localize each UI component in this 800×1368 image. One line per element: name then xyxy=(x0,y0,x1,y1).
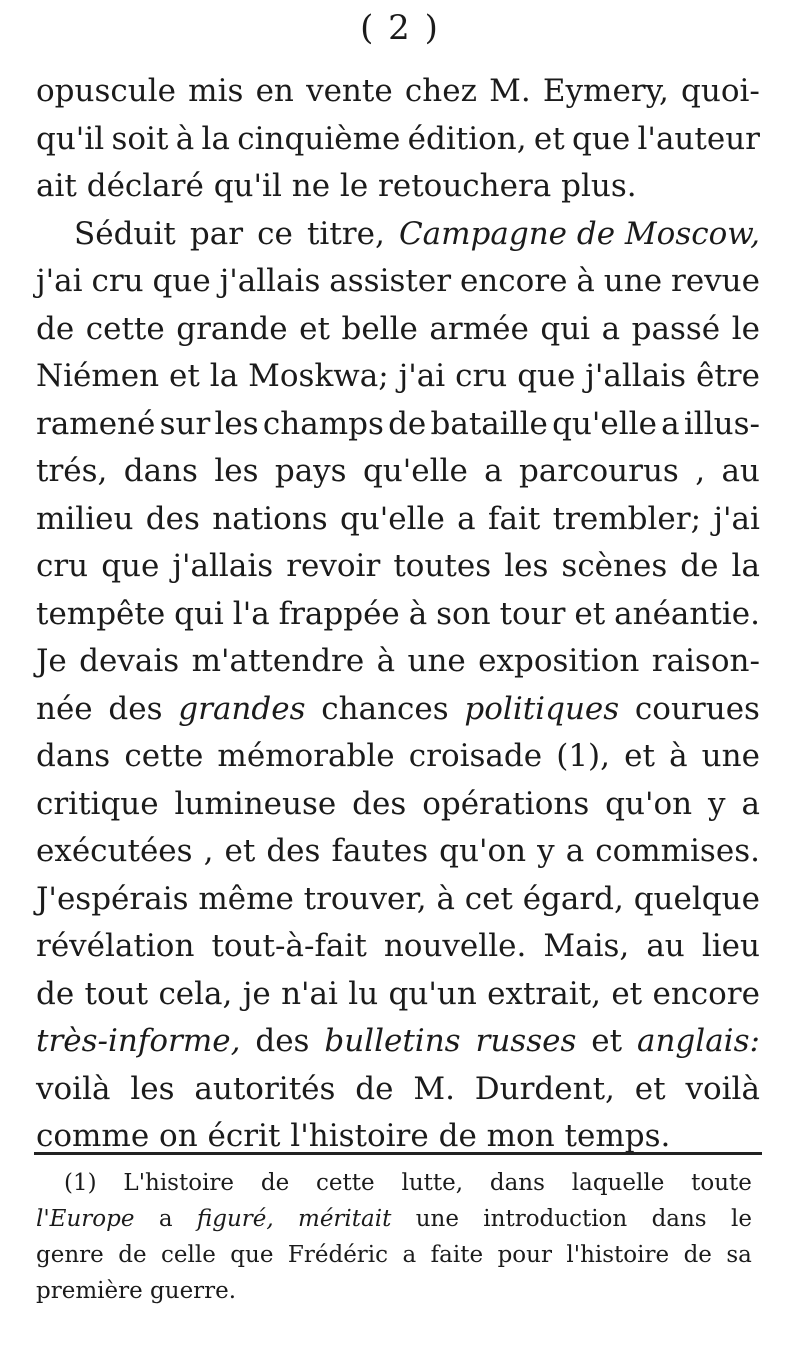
word: Mais, xyxy=(543,928,630,964)
word: les xyxy=(214,405,259,442)
word: la xyxy=(731,548,760,584)
word: lu xyxy=(348,975,379,1012)
word: de xyxy=(36,975,75,1012)
word: édition, xyxy=(407,120,527,157)
word: pays xyxy=(274,453,347,489)
word: genre xyxy=(36,1242,104,1268)
word: de xyxy=(260,1170,290,1196)
word: vente xyxy=(306,73,393,109)
word: trés, xyxy=(36,453,108,489)
word: opuscule xyxy=(36,73,176,109)
word: titre, xyxy=(306,215,385,252)
word: (1) xyxy=(64,1170,97,1196)
word: anéantie. xyxy=(614,595,760,632)
word: les xyxy=(130,1070,175,1107)
word: cela, xyxy=(158,975,233,1012)
word: (1), xyxy=(556,738,610,774)
word: née xyxy=(36,690,93,727)
text-line xyxy=(36,211,760,259)
footnote-line xyxy=(36,1237,752,1273)
word: courues xyxy=(634,690,760,727)
word: la xyxy=(201,120,230,157)
word: très-informe, xyxy=(36,1023,241,1059)
word: illus- xyxy=(683,405,760,442)
word: et xyxy=(611,975,643,1012)
word: mémorable xyxy=(217,738,395,774)
word: dans xyxy=(36,738,111,774)
word: et xyxy=(624,738,655,774)
text-line xyxy=(36,733,760,781)
word: à xyxy=(576,263,595,299)
word: une xyxy=(603,263,663,299)
word: scènes xyxy=(561,548,668,584)
word: à xyxy=(376,643,396,679)
word: Campagne de Moscow, xyxy=(398,215,760,252)
word: de xyxy=(683,1242,712,1268)
word: Je xyxy=(36,643,67,679)
footnote-block xyxy=(36,1165,752,1309)
word: bulletins xyxy=(324,1023,461,1059)
word: anglais: xyxy=(636,1023,760,1059)
word: et xyxy=(634,1070,666,1107)
word: Eymery, xyxy=(542,73,669,109)
text-line xyxy=(36,258,760,306)
footnote-line xyxy=(36,1201,752,1237)
word: pour xyxy=(497,1242,552,1268)
text-line xyxy=(36,543,760,591)
word: une xyxy=(415,1206,459,1232)
word: qu'elle xyxy=(552,405,657,442)
word: nouvelle. xyxy=(383,928,527,964)
word: des xyxy=(255,1023,310,1059)
word: exposition xyxy=(478,643,640,679)
word: exécutées xyxy=(36,833,193,869)
word: milieu xyxy=(36,500,134,537)
word: l'histoire xyxy=(290,1118,429,1154)
word: , xyxy=(203,833,214,869)
word: autorités xyxy=(194,1070,336,1107)
word: j'ai xyxy=(713,500,760,537)
word: à xyxy=(408,595,428,632)
word: voilà xyxy=(36,1070,111,1107)
text-line xyxy=(36,591,760,639)
word: tour xyxy=(499,595,566,632)
word: cru xyxy=(455,358,508,394)
word: qu'un xyxy=(388,975,477,1012)
word: introduction xyxy=(483,1206,628,1232)
word: dans xyxy=(123,453,198,489)
word: qu'on xyxy=(605,785,693,822)
word: mon xyxy=(486,1118,555,1154)
word: fautes xyxy=(331,833,429,869)
word: et xyxy=(533,120,565,157)
word: à xyxy=(175,120,195,157)
word: toute xyxy=(691,1170,752,1196)
word: a xyxy=(484,453,503,489)
word: des xyxy=(145,500,200,537)
word: fait xyxy=(487,500,541,537)
word: qu'elle xyxy=(362,453,468,489)
word: faite xyxy=(430,1242,484,1268)
word: révélation xyxy=(36,928,195,964)
word: Frédéric xyxy=(287,1242,389,1268)
word: chez xyxy=(404,73,477,109)
word: revoir xyxy=(286,548,381,584)
word: Niémen xyxy=(36,358,160,394)
word: ne xyxy=(291,168,331,204)
word: a xyxy=(601,310,621,347)
word: belle xyxy=(341,310,418,347)
word: retouchera xyxy=(378,168,552,204)
text-line xyxy=(36,448,760,496)
word: de xyxy=(118,1242,147,1268)
word: de xyxy=(355,1070,394,1107)
word: l'a xyxy=(232,595,270,632)
word: première xyxy=(36,1278,143,1304)
word: quelque xyxy=(633,880,760,917)
word: mis xyxy=(188,73,244,109)
word: et xyxy=(574,595,606,632)
word: m'attendre xyxy=(191,643,365,679)
word: critique xyxy=(36,785,159,822)
word: les xyxy=(214,453,259,489)
word: et xyxy=(591,1023,623,1059)
main-text-block xyxy=(36,68,760,1161)
text-line xyxy=(36,68,760,116)
word: tout-à-fait xyxy=(211,928,367,964)
word: des xyxy=(108,690,163,727)
word: méritait xyxy=(298,1206,392,1232)
word: même xyxy=(198,880,294,917)
word: au xyxy=(646,928,685,964)
word: son xyxy=(436,595,491,632)
text-line xyxy=(36,923,760,971)
word: qu'il xyxy=(213,168,282,204)
word: guerre. xyxy=(150,1278,237,1304)
word: je xyxy=(242,975,271,1012)
word: Durdent, xyxy=(474,1070,615,1107)
word: opérations xyxy=(422,785,590,822)
text-line xyxy=(36,638,760,686)
text-line xyxy=(36,971,760,1019)
word: cru xyxy=(36,548,89,584)
text-line xyxy=(36,828,760,876)
word: revue xyxy=(671,263,760,299)
word: qui xyxy=(174,595,224,632)
text-line xyxy=(36,401,760,449)
word: assister xyxy=(329,263,452,299)
word: lumineuse xyxy=(174,785,337,822)
text-line xyxy=(36,686,760,734)
word: toutes xyxy=(393,548,492,584)
word: croisade xyxy=(408,738,543,774)
word: des xyxy=(266,833,321,869)
text-line xyxy=(36,306,760,354)
word: sa xyxy=(726,1242,752,1268)
word: qu'elle xyxy=(339,500,445,537)
word: y xyxy=(537,833,555,869)
word: qu'on xyxy=(439,833,527,869)
word: champs xyxy=(262,405,384,442)
word: nations xyxy=(212,500,328,537)
word: que xyxy=(101,548,160,584)
word: trouver, xyxy=(303,880,427,917)
word: au xyxy=(721,453,760,489)
word: écrit xyxy=(207,1118,281,1154)
word: de xyxy=(680,548,719,584)
word: une xyxy=(701,738,760,774)
text-line xyxy=(36,163,760,211)
word: trembler; xyxy=(552,500,702,537)
word: encore xyxy=(652,975,760,1012)
word: lieu xyxy=(701,928,760,964)
word: M. xyxy=(413,1070,455,1107)
word: qui xyxy=(540,310,591,347)
word: a xyxy=(457,500,476,537)
text-line xyxy=(36,496,760,544)
footnote-line xyxy=(36,1165,752,1201)
word: comme xyxy=(36,1118,150,1154)
word: raison- xyxy=(651,643,760,679)
word: j'ai xyxy=(398,358,446,394)
word: que xyxy=(517,358,576,394)
word: Séduit xyxy=(74,215,176,252)
word: l'auteur xyxy=(637,120,760,157)
word: J'espérais xyxy=(36,880,189,917)
word: à xyxy=(669,738,688,774)
word: voilà xyxy=(685,1070,760,1107)
word: cinquième xyxy=(237,120,401,157)
word: devais xyxy=(79,643,180,679)
page-number: ( 2 ) xyxy=(360,8,440,48)
word: et xyxy=(169,358,200,394)
word: et xyxy=(299,310,330,347)
text-line xyxy=(36,1066,760,1114)
word: encore xyxy=(459,263,568,299)
word: a xyxy=(661,405,680,442)
word: de xyxy=(438,1118,477,1154)
word: ramené xyxy=(36,405,156,442)
word: le xyxy=(730,1206,752,1232)
word: n'ai xyxy=(281,975,338,1012)
word: temps. xyxy=(564,1118,671,1154)
word: l'Europe xyxy=(36,1206,135,1232)
word: dans xyxy=(489,1170,545,1196)
word: que xyxy=(230,1242,274,1268)
word: a xyxy=(402,1242,417,1268)
word: l'histoire xyxy=(566,1242,670,1268)
word: j'allais xyxy=(172,548,274,584)
word: cru xyxy=(91,263,144,299)
word: les xyxy=(504,548,549,584)
word: dans xyxy=(651,1206,707,1232)
word: a xyxy=(741,785,760,822)
text-line xyxy=(36,781,760,829)
word: y xyxy=(708,785,726,822)
word: L'histoire xyxy=(123,1170,235,1196)
word: déclaré xyxy=(86,168,204,204)
text-line xyxy=(36,1018,760,1066)
word: frappée xyxy=(278,595,400,632)
word: cette xyxy=(316,1170,375,1196)
text-line xyxy=(36,353,760,401)
word: grandes xyxy=(178,690,306,727)
word: cette xyxy=(124,738,204,774)
word: de xyxy=(388,405,427,442)
word: , xyxy=(695,453,706,489)
word: que xyxy=(572,120,631,157)
word: lutte, xyxy=(401,1170,464,1196)
word: politiques xyxy=(464,690,620,727)
word: sur xyxy=(159,405,211,442)
word: qu'il xyxy=(36,120,105,157)
word: figuré, xyxy=(196,1206,274,1232)
word: cet xyxy=(464,880,513,917)
word: armée xyxy=(429,310,529,347)
word: soit xyxy=(111,120,169,157)
word: tout xyxy=(84,975,149,1012)
word: des xyxy=(352,785,407,822)
word: commises. xyxy=(595,833,760,869)
word: Moskwa; xyxy=(248,358,389,394)
word: on xyxy=(159,1118,198,1154)
word: a xyxy=(158,1206,173,1232)
footnote-divider xyxy=(34,1152,762,1155)
word: une xyxy=(407,643,466,679)
word: le xyxy=(731,310,760,347)
word: grande xyxy=(176,310,288,347)
word: à xyxy=(436,880,455,917)
word: tempête xyxy=(36,595,166,632)
word: le xyxy=(339,168,369,204)
word: russes xyxy=(475,1023,577,1059)
word: être xyxy=(695,358,760,394)
word: j'allais xyxy=(219,263,321,299)
word: celle xyxy=(161,1242,216,1268)
word: plus. xyxy=(561,168,637,204)
word: extrait, xyxy=(487,975,601,1012)
word: parcourus xyxy=(519,453,679,489)
word: a xyxy=(565,833,585,869)
word: égard, xyxy=(522,880,624,917)
word: j'allais xyxy=(585,358,687,394)
footnote-line xyxy=(36,1273,752,1309)
word: par xyxy=(189,215,244,252)
word: cette xyxy=(85,310,165,347)
word: M. xyxy=(489,73,531,109)
word: chances xyxy=(321,690,449,727)
text-line xyxy=(36,876,760,924)
word: de xyxy=(36,310,75,347)
word: ce xyxy=(257,215,293,252)
word: bataille xyxy=(430,405,548,442)
word: passé xyxy=(631,310,721,347)
word: que xyxy=(152,263,211,299)
word: quoi- xyxy=(681,73,760,109)
word: ait xyxy=(36,168,77,204)
text-line xyxy=(36,116,760,164)
word: la xyxy=(209,358,239,394)
word: laquelle xyxy=(571,1170,665,1196)
word: j'ai xyxy=(36,263,83,299)
word: et xyxy=(224,833,256,869)
word: en xyxy=(255,73,294,109)
